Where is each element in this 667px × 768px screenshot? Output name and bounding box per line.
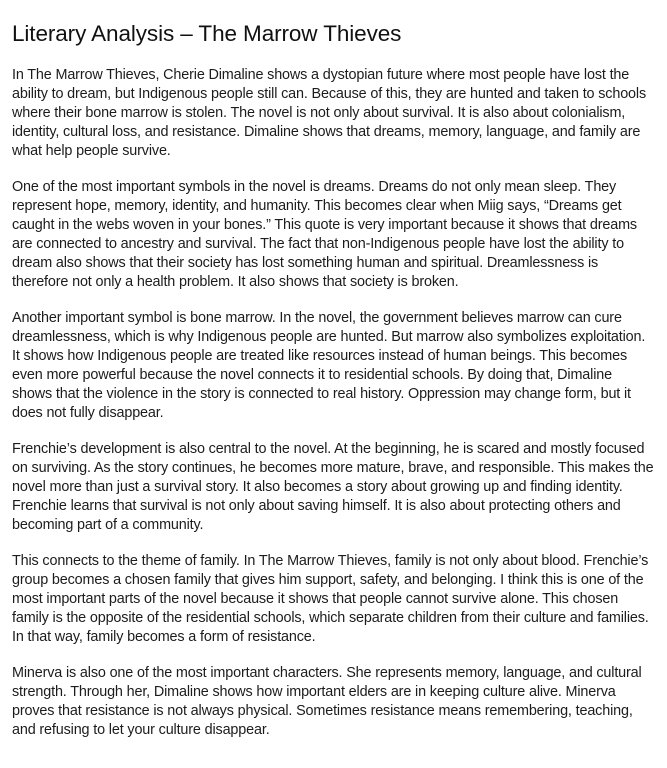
paragraph-frenchie-development: Frenchie’s development is also central to the novel. At the beginning, he is scared and mostly focused on surviving. As the story continues, he becomes more mature, brave, and responsible. This makes the novel more than just a survival story. It also becomes a story about growing up and finding identity. Frenchie learns that survival is not only about saving himself. It is also about protecting others and becoming part of a community. [12,441,654,533]
paragraph-dreams-symbol: One of the most important symbols in the novel is dreams. Dreams do not only mean sleep. They represent hope, memory, identity, and humanity. This becomes clear when Miig says, “Dreams get caught in the webs woven in your bones.” This quote is very important because it shows that dreams are connected to ancestry and survival. The fact that non-Indigenous people have lost the ability to dream also shows that their society has lost something human and spiritual. Dreamlessness is therefore not only a health problem. It also shows that society is broken. [12,179,637,290]
paragraph-minerva: Minerva is also one of the most important characters. She represents memory, language, and cultural strength. Through her, Dimaline shows how important elders are in keeping culture alive. Minerva proves that resistance is not always physical. Sometimes resistance means remembering, teaching, and refusing to let your culture disappear. [12,665,642,738]
paragraph-family-theme: This connects to the theme of family. In The Marrow Thieves, family is not only about blood. Frenchie’s group becomes a chosen family that gives him support, safety, and belonging. I think this is one of the most important parts of the novel because it shows that people cannot survive alone. This chosen family is the opposite of the residential schools, which separate children from their culture and families. In that way, family becomes a form of resistance. [12,553,649,645]
paragraph-bone-marrow-symbol: Another important symbol is bone marrow. In the novel, the government believes marrow can cure dreamlessness, which is why Indigenous people are hunted. But marrow also symbolizes exploitation. It shows how Indigenous people are treated like resources instead of human beings. This becomes even more powerful because the novel connects it to residential schools. By doing that, Dimaline shows that the violence in the story is connected to real history. Oppression may change form, but it does not fully disappear. [12,310,646,421]
document-title: Literary Analysis – The Marrow Thieves [12,21,402,46]
paragraph-introduction: In The Marrow Thieves, Cherie Dimaline shows a dystopian future where most people have lost the ability to dream, but Indigenous people still can. Because of this, they are hunted and taken to schools where their bone marrow is stolen. The novel is not only about survival. It is also about colonialism, identity, cultural loss, and resistance. Dimaline shows that dreams, memory, language, and family are what help people survive. [12,67,646,159]
